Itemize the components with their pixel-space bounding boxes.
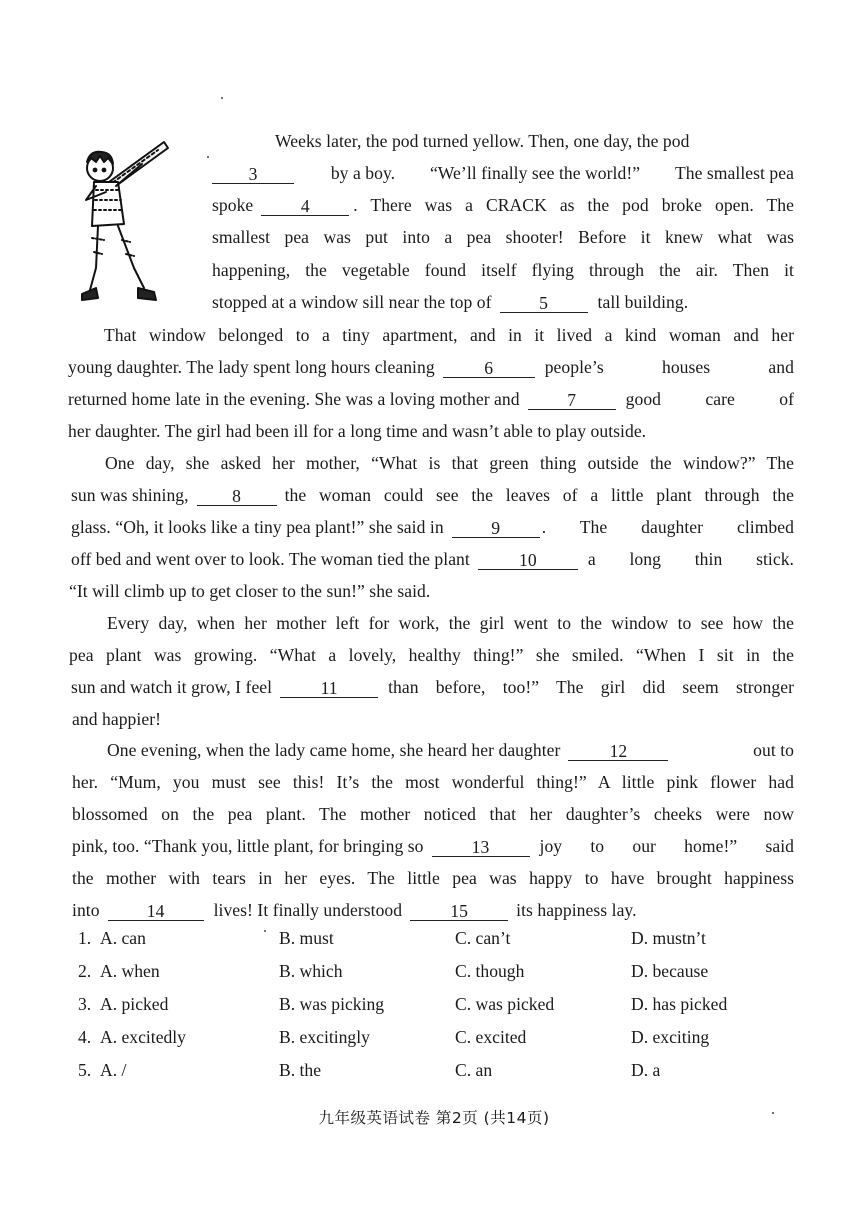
passage-text: young daughter. The lady spent long hours cleaning xyxy=(68,357,435,377)
passage-text: people’s houses and xyxy=(544,357,794,377)
passage-text: good care of xyxy=(625,389,794,409)
option-d[interactable]: D. mustn’t xyxy=(631,928,706,948)
blank-12[interactable]: 12 xyxy=(568,742,668,761)
passage-line xyxy=(212,291,794,313)
option-b[interactable]: B. was picking xyxy=(279,994,385,1014)
passage-line xyxy=(105,452,794,474)
passage-line xyxy=(72,899,794,921)
option-a[interactable]: A. picked xyxy=(100,994,169,1014)
option-c[interactable]: C. an xyxy=(455,1060,493,1080)
passage-text: sun was shining, xyxy=(71,485,189,505)
passage-text: stopped at a window sill near the top of xyxy=(212,292,492,312)
passage-text: smallest pea was put into a pea shooter! Before it knew what was xyxy=(212,227,794,247)
passage-line xyxy=(104,324,794,346)
passage-text: pea plant was growing. “What a lovely, healthy thing!” she smiled. “When I sit in the xyxy=(69,645,794,665)
passage-text: “It will climb up to get closer to the sun!” she said. xyxy=(69,581,431,601)
passage-line xyxy=(72,771,794,793)
option-b[interactable]: B. which xyxy=(279,961,343,981)
passage-line xyxy=(275,130,794,152)
option-row-3 xyxy=(78,994,798,1018)
blank-10[interactable]: 10 xyxy=(478,551,578,570)
passage-line xyxy=(71,484,794,506)
passage-line xyxy=(68,356,794,378)
passage-text: off bed and went over to look. The woman tied the plant xyxy=(71,549,470,569)
blank-15[interactable]: 15 xyxy=(410,902,508,921)
passage-text: sun and watch it grow, I feel xyxy=(71,677,273,697)
passage-text: tall building. xyxy=(597,292,689,312)
option-row-5 xyxy=(78,1060,798,1084)
passage-line xyxy=(69,580,669,602)
passage-text: by a boy. xyxy=(330,163,396,183)
passage-text: . The daughter climbed xyxy=(541,517,794,537)
option-b[interactable]: B. must xyxy=(279,928,334,948)
passage-text: One evening, when the lady came home, she heard her daughter xyxy=(107,740,561,760)
passage-text: spoke xyxy=(212,195,254,215)
option-row-1 xyxy=(78,928,798,952)
passage-line xyxy=(107,739,794,761)
option-c[interactable]: C. can’t xyxy=(455,928,511,948)
passage-text: a long thin stick. xyxy=(587,549,794,569)
passage-text: lives! It finally understood xyxy=(213,900,403,920)
option-c[interactable]: C. was picked xyxy=(455,994,555,1014)
passage-text: “We’ll finally see the world!” xyxy=(429,163,641,183)
passage-text: pink, too. “Thank you, little plant, for bringing so xyxy=(72,836,424,856)
option-b[interactable]: B. the xyxy=(279,1060,322,1080)
blank-7[interactable]: 7 xyxy=(528,391,616,410)
passage-line xyxy=(68,420,768,442)
option-a[interactable]: A. excitedly xyxy=(100,1027,186,1047)
option-b[interactable]: B. excitingly xyxy=(279,1027,370,1047)
passage-text: her daughter. The girl had been ill for a long time and wasn’t able to play outside. xyxy=(68,421,647,441)
passage-line xyxy=(71,548,794,570)
option-a[interactable]: A. / xyxy=(100,1060,127,1080)
passage-line xyxy=(212,226,794,248)
passage-text: . There was a CRACK as the pod broke open. The xyxy=(353,195,794,215)
blank-4[interactable]: 4 xyxy=(261,197,349,216)
scan-speck xyxy=(221,97,223,99)
passage-line xyxy=(107,612,794,634)
passage-text: Weeks later, the pod turned yellow. Then, one day, the pod xyxy=(275,131,690,151)
boy-with-pea-shooter-illustration xyxy=(78,128,186,308)
blank-11[interactable]: 11 xyxy=(280,679,378,698)
passage-line xyxy=(71,516,794,538)
passage-text: out to xyxy=(753,740,794,760)
question-number: 5. xyxy=(78,1060,92,1080)
passage-line xyxy=(69,644,794,666)
option-c[interactable]: C. excited xyxy=(455,1027,527,1047)
passage-text: That window belonged to a tiny apartment, and in it lived a kind woman and her xyxy=(104,325,794,345)
passage-line xyxy=(72,835,794,857)
passage-line xyxy=(72,708,372,730)
blank-6[interactable]: 6 xyxy=(443,359,535,378)
passage-line xyxy=(212,162,794,184)
passage-text: happening, the vegetable found itself flying through the air. Then it xyxy=(212,260,794,280)
passage-text: than before, too!” The girl did seem stronger xyxy=(388,677,794,697)
passage-text: her. “Mum, you must see this! It’s the most wonderful thing!” A little pink flower had xyxy=(72,772,794,792)
question-number: 4. xyxy=(78,1027,92,1047)
passage-line xyxy=(212,194,794,216)
option-d[interactable]: D. has picked xyxy=(631,994,728,1014)
passage-text: The smallest pea xyxy=(674,163,794,183)
passage-text: glass. “Oh, it looks like a tiny pea plant!” she said in xyxy=(71,517,444,537)
passage-line xyxy=(71,676,794,698)
passage-text: joy to our home!” said xyxy=(539,836,794,856)
option-a[interactable]: A. when xyxy=(100,961,160,981)
blank-13[interactable]: 13 xyxy=(432,838,530,857)
passage-text: Every day, when her mother left for work, the girl went to the window to see how the xyxy=(107,613,794,633)
passage-text: into xyxy=(72,900,100,920)
passage-line xyxy=(72,803,794,825)
question-number: 1. xyxy=(78,928,92,948)
passage-text: and happier! xyxy=(72,709,162,729)
option-d[interactable]: D. because xyxy=(631,961,709,981)
question-number: 3. xyxy=(78,994,92,1014)
passage-text: its happiness lay. xyxy=(516,900,637,920)
passage-line xyxy=(212,259,794,281)
blank-14[interactable]: 14 xyxy=(108,902,204,921)
blank-5[interactable]: 5 xyxy=(500,294,588,313)
blank-9[interactable]: 9 xyxy=(452,519,540,538)
passage-text: the woman could see the leaves of a little plant through the xyxy=(284,485,794,505)
scan-speck xyxy=(207,156,209,158)
passage-text: the mother with tears in her eyes. The little pea was happy to have brought happiness xyxy=(72,868,794,888)
passage-text: returned home late in the evening. She was a loving mother and xyxy=(68,389,520,409)
blank-8[interactable]: 8 xyxy=(197,487,277,506)
option-d[interactable]: D. exciting xyxy=(631,1027,710,1047)
blank-3[interactable]: 3 xyxy=(212,165,294,184)
option-d[interactable]: D. a xyxy=(631,1060,661,1080)
passage-text: One day, she asked her mother, “What is that green thing outside the window?” The xyxy=(105,453,794,473)
option-row-2 xyxy=(78,961,798,985)
option-c[interactable]: C. though xyxy=(455,961,525,981)
option-row-4 xyxy=(78,1027,798,1051)
passage-text: blossomed on the pea plant. The mother noticed that her daughter’s cheeks were now xyxy=(72,804,794,824)
passage-line xyxy=(68,388,794,410)
question-number: 2. xyxy=(78,961,92,981)
passage-line xyxy=(72,867,794,889)
page-footer: 九年级英语试卷 第2页 (共14页) xyxy=(318,1109,550,1127)
option-a[interactable]: A. can xyxy=(100,928,146,948)
